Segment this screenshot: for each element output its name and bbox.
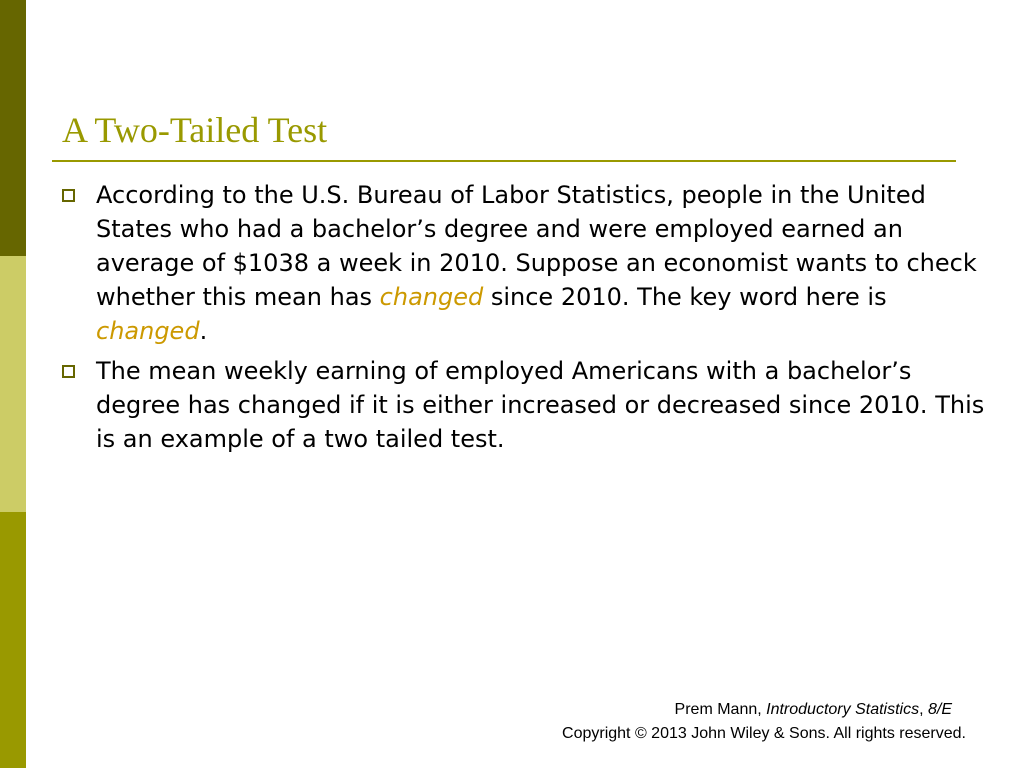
bullet-1-emphasis-2: changed bbox=[96, 317, 200, 345]
footer-edition: 8/E bbox=[927, 701, 952, 718]
bullet-1-text-1: According to the U.S. Bureau of Labor Statistics, people in the United States who had a bachelor’s degree and were employed earned an average of $1038 a week in 2010. Suppose an economist wants to check whether this mean has bbox=[96, 181, 977, 311]
footer-book-title: Introductory Statistics bbox=[766, 701, 920, 718]
footer-separator: , bbox=[919, 701, 928, 718]
bullet-item-1 bbox=[60, 178, 995, 348]
footer-copyright: Copyright © 2013 John Wiley & Sons. All rights reserved. bbox=[562, 725, 966, 742]
bullet-1-emphasis-1: changed bbox=[379, 283, 484, 311]
footer-author: Prem Mann, bbox=[674, 701, 767, 718]
title-underline bbox=[52, 160, 956, 162]
square-bullet-icon bbox=[62, 365, 75, 378]
slide-footer bbox=[562, 698, 966, 746]
sidebar-band-bottom bbox=[0, 512, 26, 768]
sidebar-band-middle bbox=[0, 256, 26, 512]
bullet-item-2 bbox=[60, 354, 995, 456]
square-bullet-icon bbox=[62, 189, 75, 202]
slide-title: A Two-Tailed Test bbox=[62, 110, 328, 150]
bullet-1-text-3: . bbox=[199, 317, 208, 345]
bullet-2-text: The mean weekly earning of employed Americans with a bachelor’s degree has changed if it is either increased or decreased since 2010. This is an example of a two tailed test. bbox=[96, 357, 985, 453]
bullet-1-text-2: since 2010. The key word here is bbox=[483, 283, 887, 311]
sidebar-band-top bbox=[0, 0, 26, 256]
footer-citation bbox=[562, 698, 966, 722]
bullet-list bbox=[60, 178, 995, 462]
